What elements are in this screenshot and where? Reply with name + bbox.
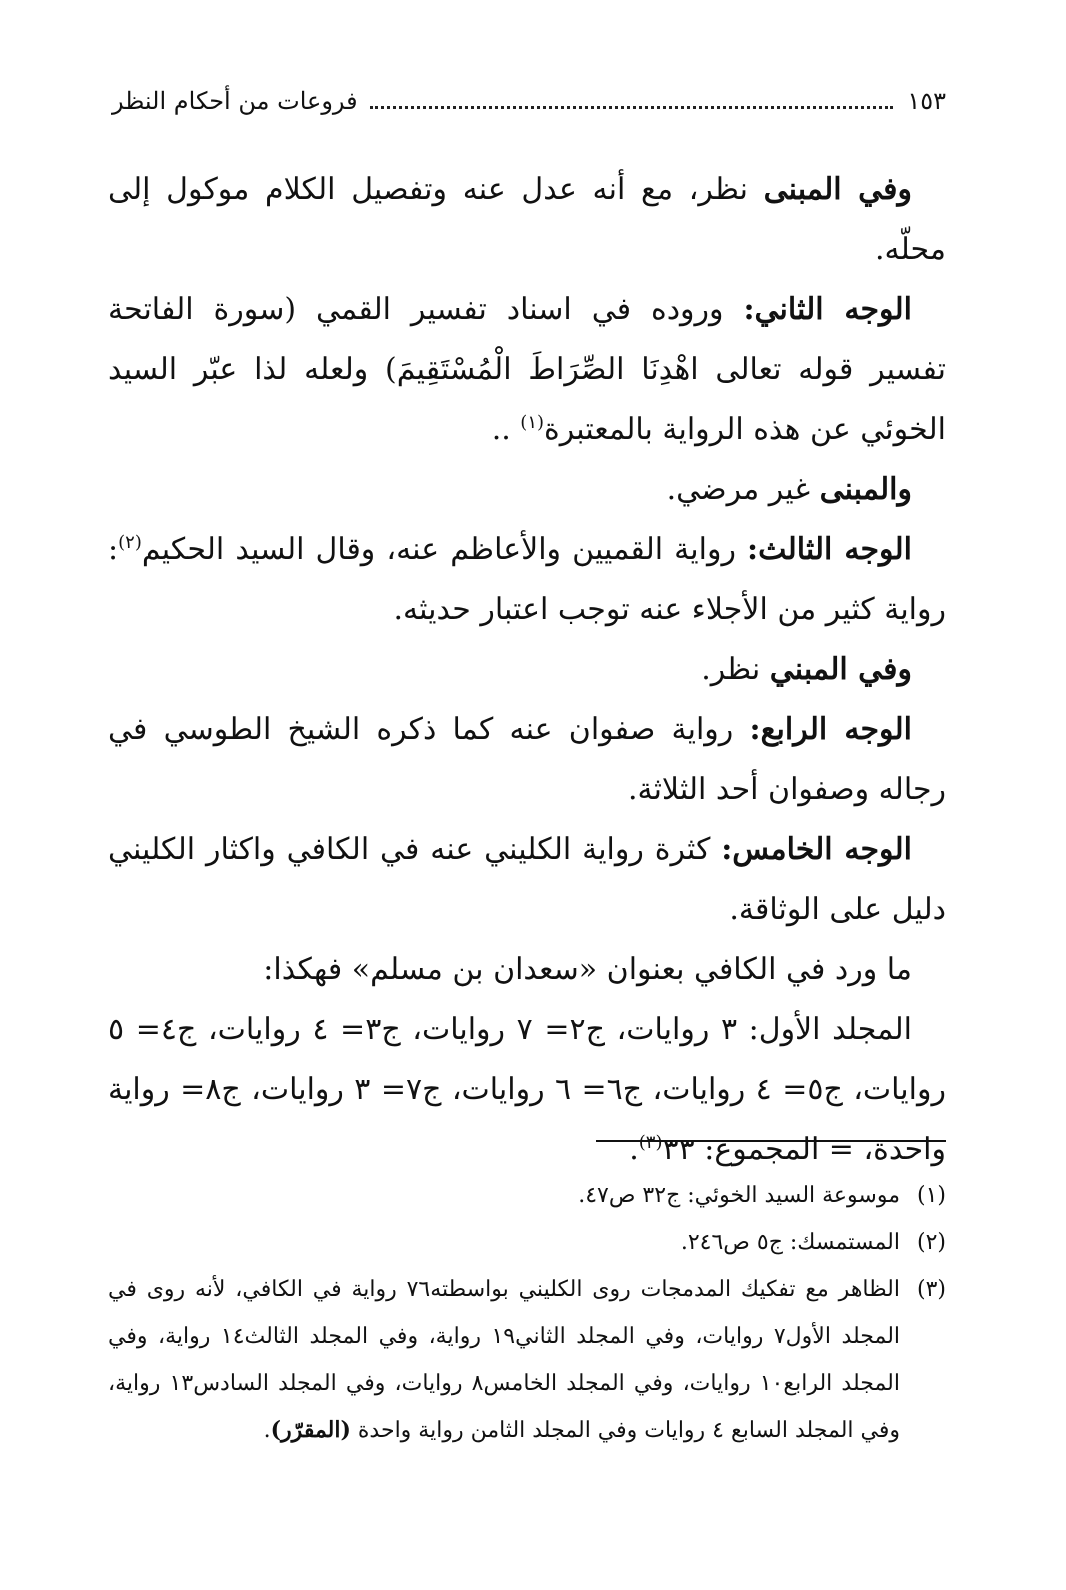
paragraph-tail: ..	[491, 412, 521, 447]
paragraph-text: نظر، مع أنه عدل عنه وتفصيل الكلام موكول إلى محلّه.	[108, 172, 946, 267]
paragraph-lead: الوجه الثالث:	[747, 532, 913, 567]
paragraph-text: رواية القميين والأعاظم عنه، وقال السيد الحكيم	[141, 532, 748, 567]
paragraph	[108, 940, 946, 1000]
footnote-ref[interactable]: (٢)	[118, 532, 142, 553]
footnotes	[108, 1172, 946, 1454]
footnote-text: الظاهر مع تفكيك المدمجات روى الكليني بواسطته٧٦ رواية في الكافي، لأنه روى في المجلد الأول٧ روايات، وفي المجلد الثاني١٩ رواية، وفي المجلد الثالث١٤ رواية، وفي المجلد الرابع١٠ روايات، وفي المجلد الخامس٨ روايات، وفي المجلد السادس١٣ رواية، وفي المجلد السابع ٤ روايات وفي المجلد الثامن رواية واحدة	[108, 1277, 901, 1443]
footnote-attribution: (المقرّر)	[270, 1417, 351, 1443]
paragraph-text: غير مرضي.	[666, 472, 820, 507]
paragraph	[108, 820, 946, 940]
footnote-text-block	[108, 1266, 900, 1454]
header-leader-dots	[370, 106, 894, 109]
paragraph	[108, 160, 946, 280]
paragraph-lead: الوجه الخامس:	[721, 832, 912, 867]
footnote-item	[108, 1172, 946, 1219]
paragraph-tail: .	[629, 1132, 639, 1167]
paragraph-lead: وفي المبني	[769, 652, 912, 687]
page-number: ١٥٣	[907, 87, 946, 115]
footnote-ref[interactable]: (٣)	[638, 1132, 663, 1153]
paragraph-lead: الوجه الثاني:	[743, 292, 912, 327]
footnote-text: المستمسك: ج٥ ص٢٤٦.	[680, 1230, 900, 1255]
main-text	[108, 160, 946, 1180]
footnote-separator	[596, 1140, 946, 1142]
paragraph	[108, 280, 946, 460]
paragraph-text: رواية صفوان عنه كما ذكره الشيخ الطوسي في رجاله وصفوان أحد الثلاثة.	[108, 712, 946, 807]
paragraph-text: نظر.	[701, 652, 770, 687]
footnote-ref[interactable]: (١)	[520, 412, 545, 433]
footnote-item	[108, 1219, 946, 1266]
paragraph	[108, 520, 946, 640]
paragraph-tail: : رواية كثير من الأجلاء عنه توجب اعتبار حديثه.	[108, 532, 946, 627]
paragraph	[108, 1000, 946, 1180]
footnote-number: (٢)	[916, 1230, 946, 1255]
paragraph-lead: وفي المبنى	[763, 172, 913, 207]
page-header	[112, 82, 946, 120]
paragraph	[108, 640, 946, 700]
paragraph-text: ما ورد في الكافي بعنوان «سعدان بن مسلم» فهكذا:	[263, 952, 912, 987]
paragraph-lead: الوجه الرابع:	[749, 712, 912, 747]
paragraph-lead: والمبنى	[819, 472, 912, 507]
paragraph	[108, 460, 946, 520]
footnote-item	[108, 1266, 946, 1454]
footnote-number: (٣)	[916, 1277, 946, 1302]
paragraph-text: المجلد الأول: ٣ روايات، ج٢= ٧ روايات، ج٣= ٤ روايات، ج٤= ٥ روايات، ج٥= ٤ روايات، ج٦= ٦ روايات، ج٧= ٣ روايات، ج٨= رواية واحدة، = المجموع: ٣٣	[108, 1012, 946, 1167]
footnote-end: .	[263, 1418, 271, 1443]
paragraph-text: وروده في اسناد تفسير القمي (سورة الفاتحة تفسير قوله تعالى اهْدِنَا الصِّرَاطَ الْمُسْتَقِيمَ) ولعله لذا عبّر السيد الخوئي عن هذه الرواية بالمعتبرة	[108, 292, 946, 447]
paragraph	[108, 700, 946, 820]
paragraph-text: كثرة رواية الكليني عنه في الكافي واكثار الكليني دليل على الوثاقة.	[108, 832, 946, 927]
footnote-number: (١)	[916, 1183, 946, 1208]
footnote-text: موسوعة السيد الخوئي: ج٣٢ ص٤٧.	[578, 1183, 900, 1208]
running-title: فروعات من أحكام النظر	[112, 87, 358, 115]
